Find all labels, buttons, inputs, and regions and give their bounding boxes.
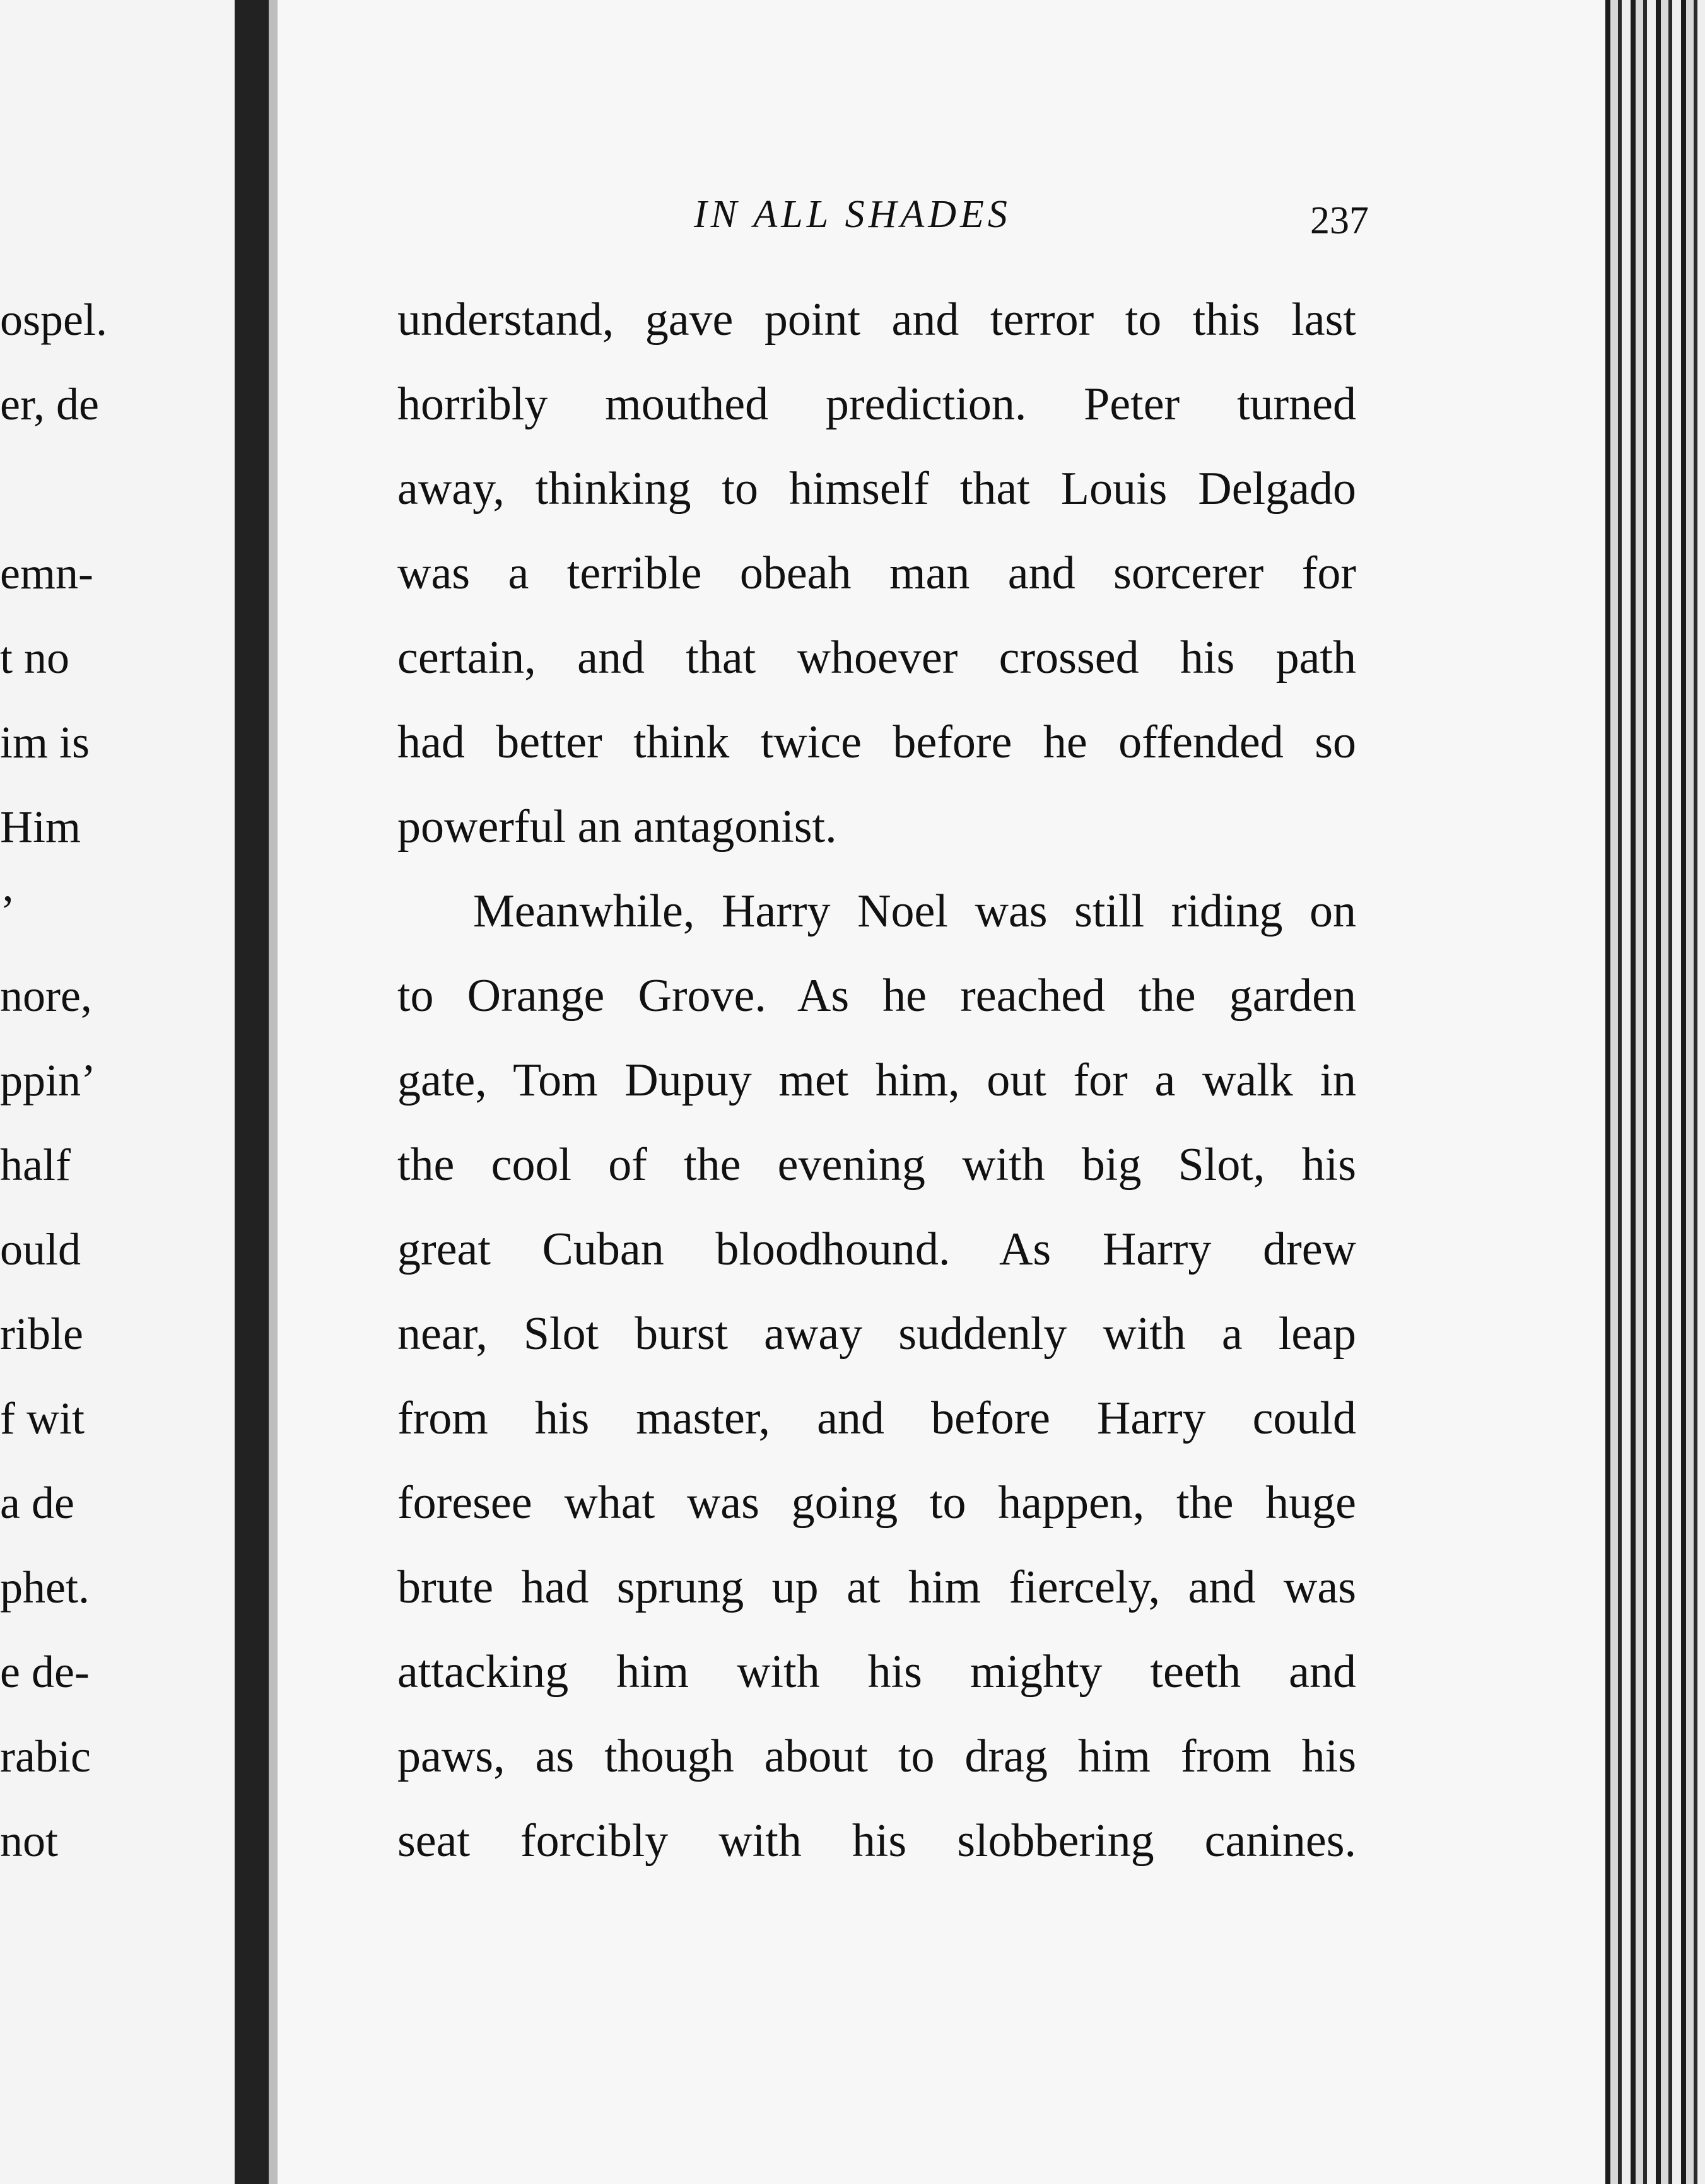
book-gutter bbox=[235, 0, 269, 2184]
left-page-line: nore, bbox=[0, 971, 92, 1021]
left-page-line: phet. bbox=[0, 1562, 90, 1613]
left-page-line: e de- bbox=[0, 1647, 90, 1697]
left-page-line: Him bbox=[0, 802, 81, 852]
left-page-line: im is bbox=[0, 717, 90, 768]
text-line: near, Slot burst away suddenly with a leap bbox=[397, 1308, 1356, 1360]
left-page-line: ’ bbox=[0, 886, 15, 937]
left-page-line: er, de bbox=[0, 379, 100, 429]
text-line: from his master, and before Harry could bbox=[397, 1393, 1356, 1444]
gutter-shadow bbox=[269, 0, 278, 2184]
text-line: foresee what was going to happen, the huge bbox=[397, 1477, 1356, 1529]
text-line: powerful an antagonist. bbox=[397, 801, 837, 853]
left-page-line: not bbox=[0, 1816, 59, 1866]
text-line: gate, Tom Dupuy met him, out for a walk in bbox=[397, 1054, 1356, 1106]
text-line: was a terrible obeah man and sorcerer for bbox=[397, 547, 1356, 599]
left-page-line: rabic bbox=[0, 1731, 91, 1782]
running-head: IN ALL SHADES bbox=[694, 193, 1011, 236]
text-line: had better think twice before he offended so bbox=[397, 716, 1356, 768]
left-page-line: a de bbox=[0, 1478, 74, 1528]
left-page-line: ospel. bbox=[0, 295, 107, 345]
text-line: certain, and that whoever crossed his path bbox=[397, 632, 1356, 684]
text-line: brute had sprung up at him fiercely, and was bbox=[397, 1562, 1356, 1613]
left-page-line: f wit bbox=[0, 1393, 85, 1444]
left-page-line: emn- bbox=[0, 548, 93, 599]
text-line: attacking him with his mighty teeth and bbox=[397, 1646, 1356, 1698]
text-line: away, thinking to himself that Louis Delgado bbox=[397, 463, 1356, 515]
left-page-line bbox=[0, 447, 227, 531]
text-line: understand, gave point and terror to this last bbox=[397, 294, 1356, 346]
left-page-line: t no bbox=[0, 633, 70, 683]
text-line: horribly mouthed prediction. Peter turned bbox=[397, 378, 1356, 430]
text-line: seat forcibly with his slobbering canines. bbox=[397, 1815, 1356, 1867]
text-line: Meanwhile, Harry Noel was still riding on bbox=[473, 885, 1356, 937]
text-line: paws, as though about to drag him from his bbox=[397, 1731, 1356, 1782]
page-number: 237 bbox=[1310, 199, 1369, 242]
left-page-line: ppin’ bbox=[0, 1055, 96, 1106]
left-page bbox=[0, 0, 235, 2184]
text-line: to Orange Grove. As he reached the garden bbox=[397, 970, 1356, 1022]
text-line: the cool of the evening with big Slot, his bbox=[397, 1139, 1356, 1191]
left-page-line: half bbox=[0, 1140, 71, 1190]
page-edges bbox=[1605, 0, 1705, 2184]
left-page-line: ould bbox=[0, 1224, 81, 1275]
left-page-line: rible bbox=[0, 1309, 83, 1359]
text-line: great Cuban bloodhound. As Harry drew bbox=[397, 1223, 1356, 1275]
